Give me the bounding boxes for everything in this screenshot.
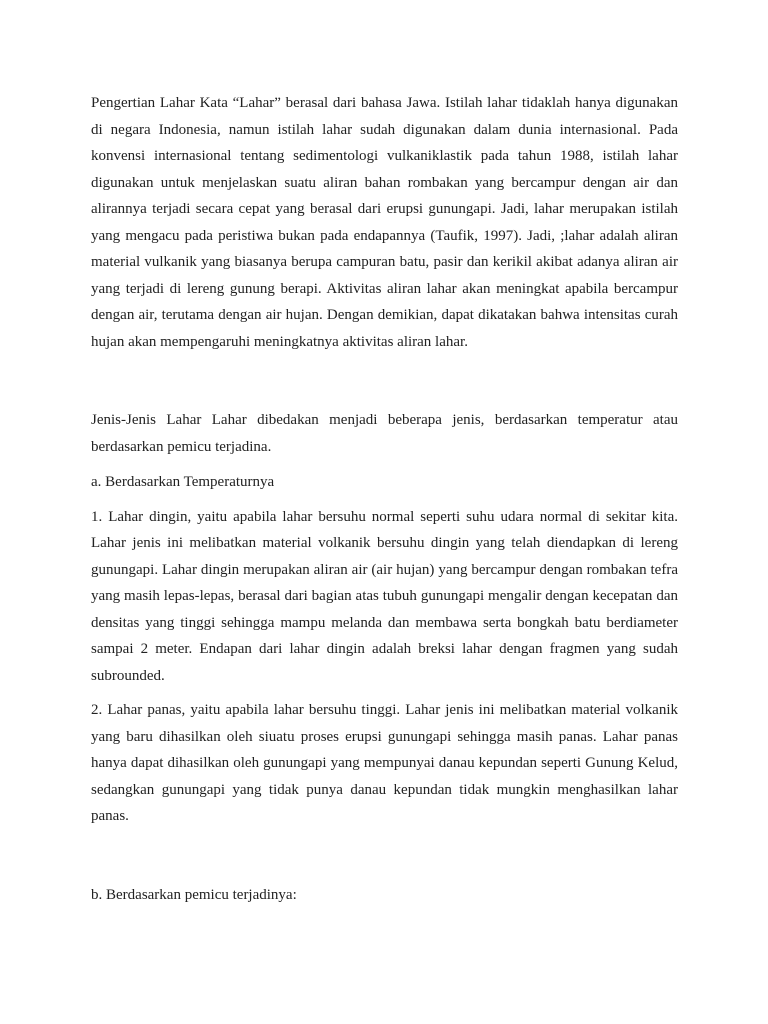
paragraph-lahar-panas: 2. Lahar panas, yaitu apabila lahar bersuhu tinggi. Lahar jenis ini melibatkan material volkanik yang baru dihasilkan oleh siuatu proses erupsi gunungapi sehingga masih panas. Lahar panas hanya dapat dihasilkan oleh gunungapi yang mempunyai danau kepundan seperti Gunung Kelud, sedangkan gunungapi yang tidak punya danau kepundan tidak mungkin menghasilkan lahar panas.: [91, 702, 678, 824]
paragraph-pengertian-lahar: Pengertian Lahar Kata “Lahar” berasal dari bahasa Jawa. Istilah lahar tidaklah hanya digunakan di negara Indonesia, namun istilah lahar sudah digunakan dalam dunia internasional. Pada konvensi internasional tentang sedimentologi vulkaniklastik pada tahun 1988, istilah lahar digunakan untuk menjelaskan suatu aliran bahan rombakan yang bercampur dengan air dan alirannya terjadi secara cepat yang berasal dari erupsi gunungapi. Jadi, lahar merupakan istilah yang mengacu pada peristiwa bukan pada endapannya (Taufik, 1997). Jadi, ;lahar adalah aliran material vulkanik yang biasanya berupa campuran batu, pasir dan kerikil akibat adanya aliran air yang terjadi di lereng gunung berapi. Aktivitas aliran lahar akan meningkat apabila bercampur dengan air, terutama dengan air hujan. Dengan demikian, dapat dikatakan bahwa intensitas curah hujan akan mempengaruhi meningkatnya aktivitas aliran lahar.: [91, 95, 678, 350]
paragraph-lahar-dingin: 1. Lahar dingin, yaitu apabila lahar bersuhu normal seperti suhu udara normal di sekitar kita. Lahar jenis ini melibatkan material volkanik bersuhu dingin yang telah diendapkan di lereng gunungapi. Lahar dingin merupakan aliran air (air hujan) yang bercampur dengan rombakan tefra yang masih lepas-lepas, berasal dari bagian atas tubuh gunungapi mengalir dengan kecepatan dan densitas yang tinggi sehingga mampu melanda dan membawa serta bongkah batu berdiameter sampai 2 meter. Endapan dari lahar dingin adalah breksi lahar dengan fragmen yang sudah subrounded.: [91, 508, 678, 684]
heading-berdasarkan-temperatur: a. Berdasarkan Temperaturnya: [91, 474, 275, 490]
heading-berdasarkan-pemicu: b. Berdasarkan pemicu terjadinya:: [91, 886, 297, 903]
document-body: [91, 90, 678, 908]
paragraph-jenis-lahar: Jenis-Jenis Lahar Lahar dibedakan menjadi beberapa jenis, berdasarkan temperatur atau berdasarkan pemicu terjadina.: [91, 412, 678, 455]
